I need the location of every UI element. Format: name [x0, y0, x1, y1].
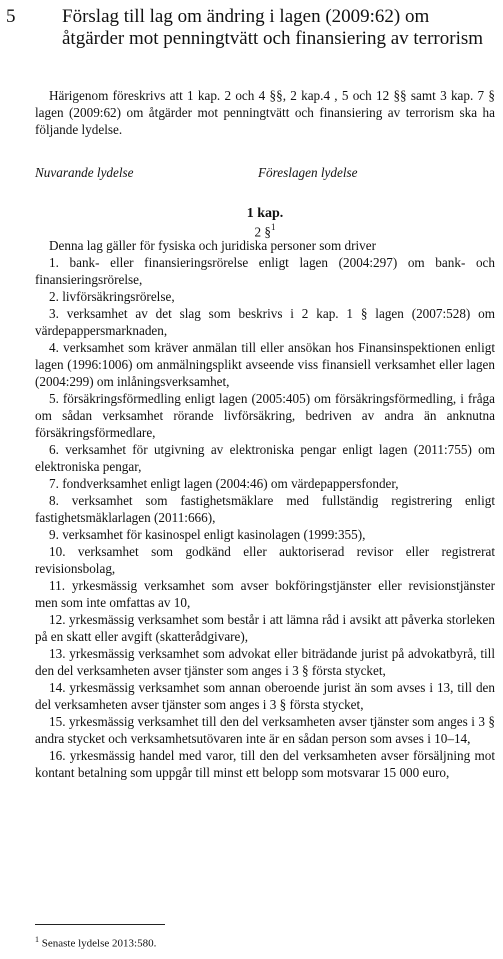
- law-text-item: 2. livförsäkringsrörelse,: [49, 289, 175, 304]
- paragraph-label: 2 §: [254, 224, 271, 240]
- law-text-item: 1. bank- eller finansieringsrörelse enligt lagen (2004:297) om bank- och finansieringsrörelse,: [35, 255, 495, 287]
- law-text-item: 16. yrkesmässig handel med varor, till den del verksamheten avser försäljning mot kontant betalning som uppgår till minst ett belopp som motsvarar 15 000 euro,: [35, 748, 495, 780]
- law-text: [35, 237, 495, 781]
- footnote-reference: 1: [270, 222, 276, 232]
- law-text-item: 7. fondverksamhet enligt lagen (2004:46) om värdepappersfonder,: [49, 476, 399, 491]
- law-text-item: 9. verksamhet för kasinospel enligt kasinolagen (1999:355),: [49, 527, 366, 542]
- footnote-text: Senaste lydelse 2013:580.: [41, 937, 157, 950]
- chapter-heading: 1 kap.: [246, 206, 284, 221]
- law-text-item: 10. verksamhet som godkänd eller auktoriserad revisor eller registrerat revisionsbolag,: [35, 544, 495, 576]
- column-heading-current: Nuvarande lydelse: [35, 165, 134, 180]
- law-text-item: 4. verksamhet som kräver anmälan till eller ansökan hos Finansinspektionen enligt lagen (1996:1006) om anmälningsplikt avseende viss finansiell verksamhet eller lagen (2004:299) om inlåningsverksamhet,: [35, 340, 495, 389]
- law-text-item: 6. verksamhet för utgivning av elektroniska pengar enligt lagen (2011:755) om elektroniska pengar,: [35, 442, 495, 474]
- law-text-item: 14. yrkesmässig verksamhet som annan oberoende jurist än som avses i 13, till den del verksamheten avser tjänster som anges i 3 § första stycket,: [35, 680, 495, 712]
- footnote-divider: [35, 924, 165, 925]
- intro-paragraph: Härigenom föreskrivs att 1 kap. 2 och 4 §§, 2 kap.4 , 5 och 12 §§ samt 3 kap. 7 § lagen (2009:62) om åtgärder mot penningtvätt och finansiering av terrorism ska ha följande lydelse.: [35, 88, 495, 137]
- column-heading-proposed: Föreslagen lydelse: [258, 165, 358, 180]
- section-title: Förslag till lag om ändring i lagen (2009:62) om åtgärder mot penningtvätt och finansiering av terrorism: [62, 6, 484, 49]
- law-text-paragraph: Denna lag gäller för fysiska och juridiska personer som driver: [49, 238, 377, 253]
- section-number: 5: [6, 6, 16, 27]
- footnote-marker: 1: [35, 935, 39, 944]
- law-text-item: 11. yrkesmässig verksamhet som avser bokföringstjänster eller revisionstjänster men som inte omfattas av 10,: [35, 578, 495, 610]
- law-text-item: 5. försäkringsförmedling enligt lagen (2005:405) om försäkringsförmedling, i fråga om sådan verksamhet rörande livförsäkring, bedriven av andra än anknutna försäkringsförmedlare,: [35, 391, 495, 440]
- law-text-item: 12. yrkesmässig verksamhet som består i att lämna råd i avsikt att påverka storleken på en skatt eller avgift (skatterådgivare),: [35, 612, 495, 644]
- law-text-item: 8. verksamhet som fastighetsmäklare med fullständig registrering enligt fastighetsmäklarlagen (2011:666),: [35, 493, 495, 525]
- law-text-item: 13. yrkesmässig verksamhet som advokat eller biträdande jurist på advokatbyrå, till den del verksamheten avser tjänster som anges i 3 § första stycket,: [35, 646, 495, 678]
- footnote: [35, 933, 156, 951]
- law-text-item: 3. verksamhet av det slag som beskrivs i 2 kap. 1 § lagen (2007:528) om värdepappersmarknaden,: [35, 306, 495, 338]
- law-text-item: 15. yrkesmässig verksamhet till den del verksamheten avser tjänster som anges i 3 § andra stycket och verksamhetsutövaren inte är en sådan person som avses i 10–14,: [35, 714, 495, 746]
